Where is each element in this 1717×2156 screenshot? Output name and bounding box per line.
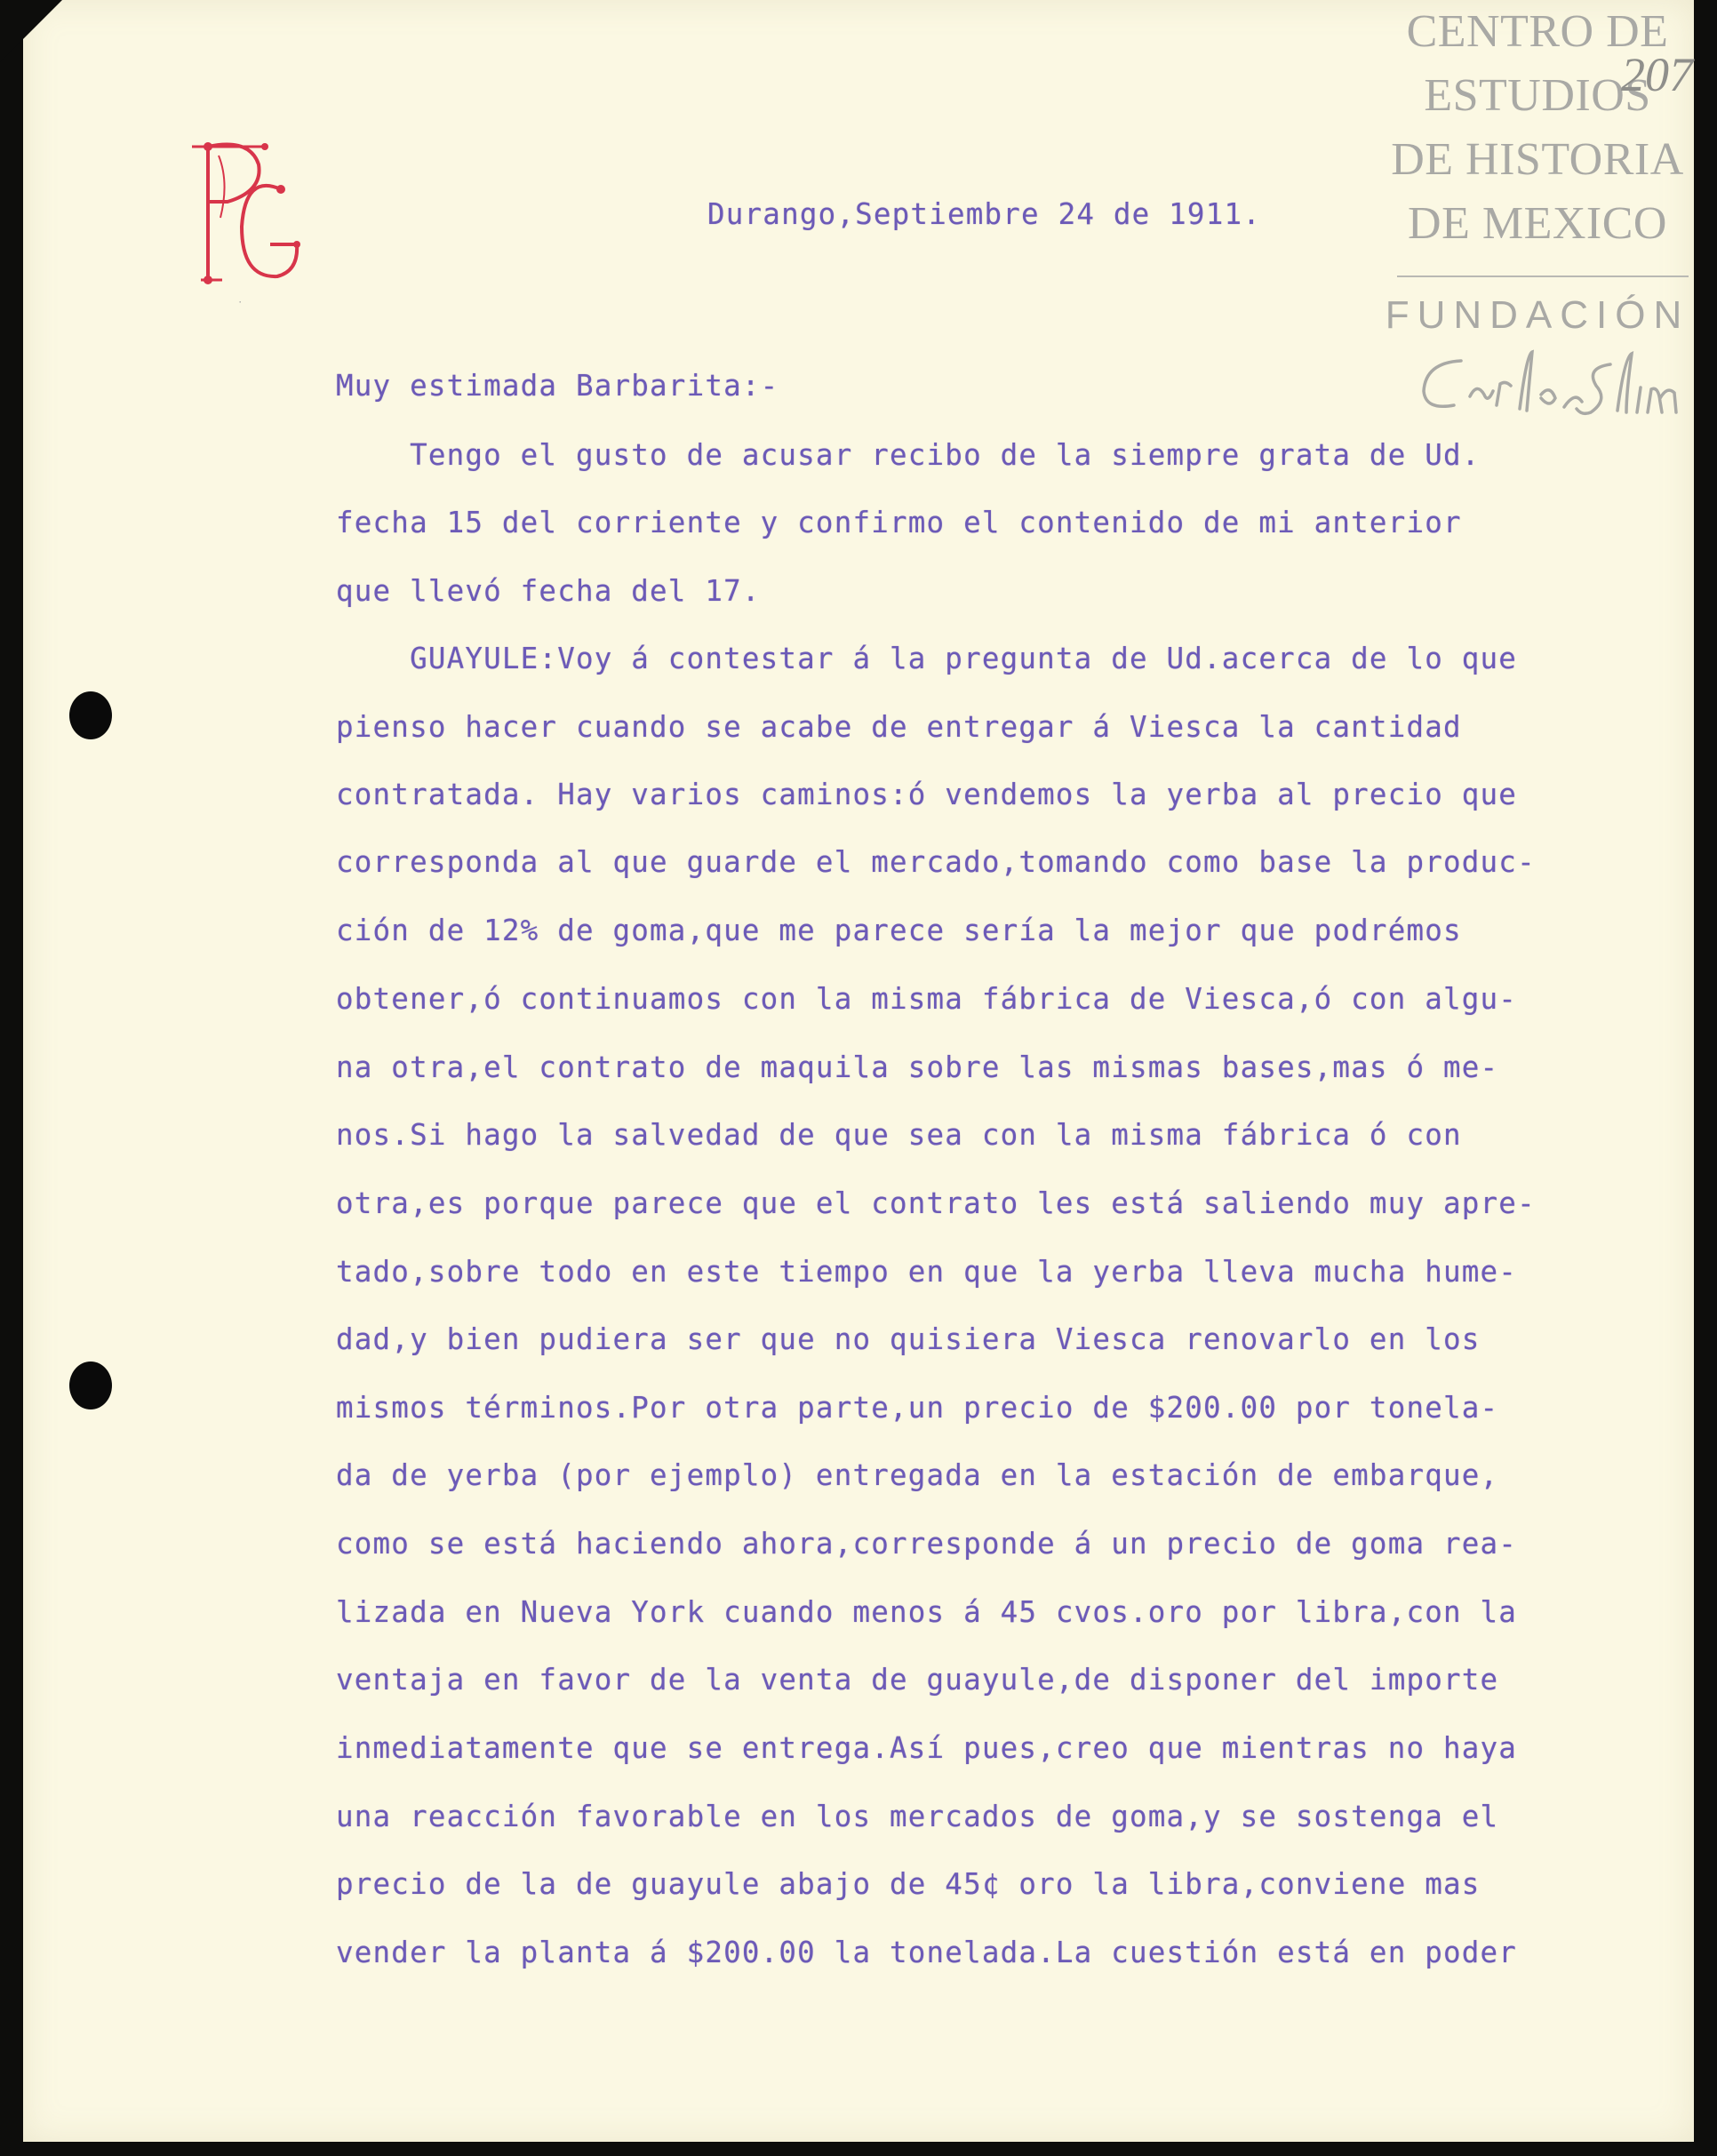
letter-line: precio de la de guayule abajo de 45¢ oro la libra,conviene mas [336,1867,1481,1901]
stamp-divider [1397,275,1689,277]
letter-line: contratada. Hay varios caminos:ó vendemos la yerba al precio que [336,778,1518,811]
page-corner [0,0,62,62]
folio-number [1616,36,1705,107]
letter-line: vender la planta á $200.00 la tonelada.La cuestión está en poder [336,1936,1518,1969]
punch-hole-icon [69,691,112,739]
letter-line: como se está haciendo ahora,corresponde á un precio de goma rea- [336,1527,1518,1561]
letter-salutation: Muy estimada Barbarita:- [336,369,779,403]
stamp-line-1: CENTRO DE [1406,6,1669,57]
letter-line: nos.Si hago la salvedad de que sea con la misma fábrica ó con [336,1118,1462,1152]
letter-line: dad,y bien pudiera ser que no quisiera Viesca renovarlo en los [336,1322,1481,1356]
letter-line: mismos términos.Por otra parte,un precio de $200.00 por tonela- [336,1391,1499,1425]
letter-line: na otra,el contrato de maquila sobre las mismas bases,mas ó me- [336,1050,1499,1084]
letter-line: que llevó fecha del 17. [336,574,761,608]
letter-line: otra,es porque parece que el contrato les está saliendo muy apre- [336,1186,1536,1220]
letter-line: ventaja en favor de la venta de guayule,de disponer del importe [336,1663,1499,1697]
stamp-foundation: FUNDACIÓN [1385,293,1690,337]
folio-text: 207 [1621,48,1693,101]
letter-line: obtener,ó continuamos con la misma fábrica de Viesca,ó con algu- [336,982,1518,1016]
stamp-line-4: DE MEXICO [1408,198,1667,249]
monogram-logo [165,120,307,298]
letter-line: GUAYULE:Voy á contestar á la pregunta de Ud.acerca de lo que [336,642,1518,675]
letter-line: ción de 12% de goma,que me parece sería la mejor que podrémos [336,914,1462,947]
letter-page [23,0,1694,2142]
letter-line: pienso hacer cuando se acabe de entregar á Viesca la cantidad [336,710,1462,744]
signature-icon [1408,336,1683,425]
letter-line: da de yerba (por ejemplo) entregada en la estación de embarque, [336,1458,1499,1492]
punch-hole-icon [69,1361,112,1409]
stamp-line-2: ESTUDIOS [1424,70,1651,121]
letter-line: inmediatamente que se entrega.Así pues,creo que mientras no haya [336,1731,1518,1765]
letter-date: Durango,Septiembre 24 de 1911. [707,197,1261,231]
letter-line: corresponda al que guarde el mercado,tomando como base la produc- [336,845,1536,879]
letter-line: una reacción favorable en los mercados de goma,y se sostenga el [336,1800,1499,1833]
ink-mark: ˙ [236,300,244,315]
letter-line: fecha 15 del corriente y confirmo el contenido de mi anterior [336,506,1462,539]
stamp-line-3: DE HISTORIA [1391,134,1684,185]
letter-line: lizada en Nueva York cuando menos á 45 cvos.oro por libra,con la [336,1595,1518,1629]
letter-line: tado,sobre todo en este tiempo en que la yerba lleva mucha hume- [336,1255,1518,1289]
letter-line: Tengo el gusto de acusar recibo de la siempre grata de Ud. [336,438,1481,472]
